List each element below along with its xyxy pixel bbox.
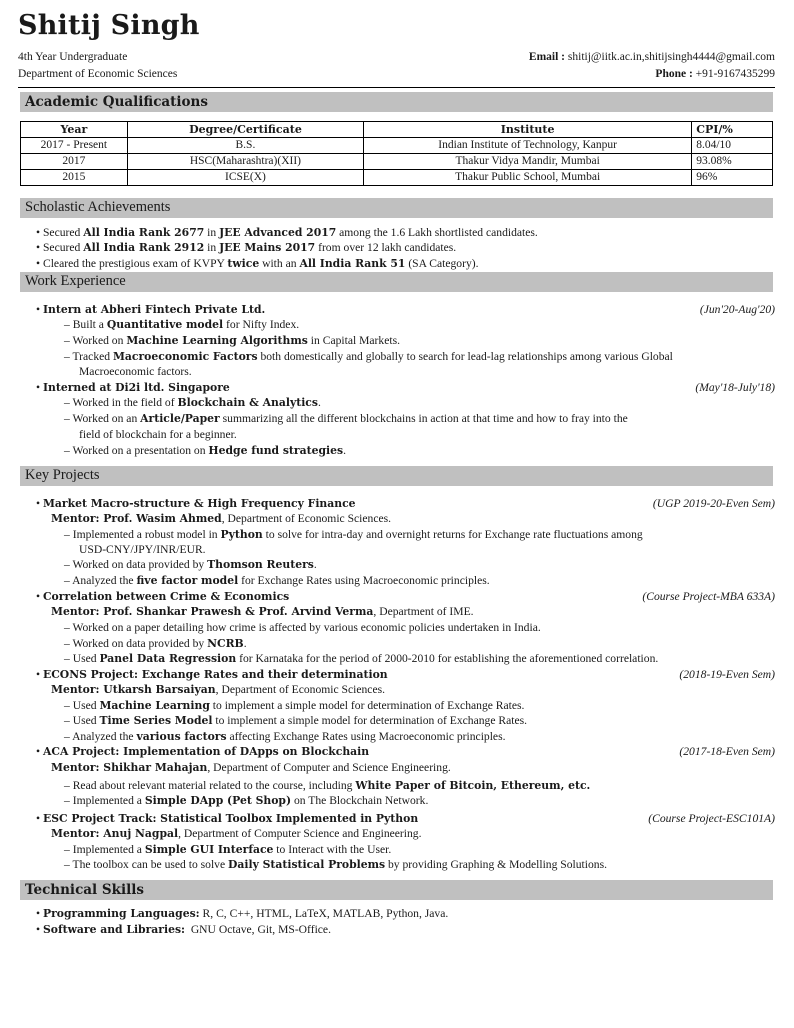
bullet-icon: • [36,497,41,510]
section-title: Scholastic Achievements [25,199,171,215]
project-point: – Used Machine Learning to implement a simple model for determination of Exchange Rates. [64,699,525,712]
cell-institute: Thakur Public School, Mumbai [364,170,692,186]
project-point: – The toolbox can be used to solve Daily Statistical Problems by providing Graphing & Modelling Solutions. [64,858,607,871]
project-mentor: Mentor: Utkarsh Barsaiyan, Department of Economic Sciences. [51,683,386,696]
work-point-continued: Macroeconomic factors. [79,365,192,378]
project-point: – Used Panel Data Regression for Karnataka for the period of 2000-2010 for establishing the aforementioned correlation. [64,652,659,665]
section-academic-qualifications [20,92,773,112]
bullet-icon: • [36,590,41,603]
project-title: • ECONS Project: Exchange Rates and their determination [36,668,388,681]
phone-line [655,68,775,80]
project-date: (UGP 2019-20-Even Sem) [652,497,775,510]
dash-icon: – [64,334,70,347]
cell-institute: Thakur Vidya Mandir, Mumbai [364,154,692,170]
year-of-study: 4th Year Undergraduate [18,51,128,63]
cell-year: 2015 [21,170,128,186]
project-point: – Used Time Series Model to implement a simple model for determination of Exchange Rates. [64,714,528,727]
phone-value: +91-9167435299 [695,68,775,80]
dash-icon: – [64,714,70,727]
candidate-name: Shitij Singh [18,10,200,41]
dash-icon: – [64,699,70,712]
table-row [21,170,773,186]
cell-cpi: 96% [692,170,773,186]
section-technical-skills [20,880,773,900]
bullet-icon: • [36,381,41,394]
email-line [529,51,775,63]
work-point: – Worked on Machine Learning Algorithms in Capital Markets. [64,334,400,347]
project-point-continued: USD-CNY/JPY/INR/EUR. [79,543,206,556]
dash-icon: – [64,528,70,541]
email-label: Email : [528,51,566,63]
dash-icon: – [64,858,70,871]
table-header-row [21,122,773,138]
table-row [21,154,773,170]
bullet-icon: • [36,668,41,681]
dash-icon: – [64,574,70,587]
cell-year: 2017 - Present [21,138,128,154]
cell-cpi: 8.04/10 [692,138,773,154]
achievement-item: • Secured All India Rank 2912 in JEE Mains 2017 from over 12 lakh candidates. [36,241,457,254]
work-point: – Tracked Macroeconomic Factors both domestically and globally to search for lead-lag relationships among various Global [64,350,673,363]
column-header-degree: Degree/Certificate [127,122,363,138]
bullet-icon: • [36,923,41,936]
section-title: Academic Qualifications [25,94,208,110]
dash-icon: – [64,621,70,634]
column-header-institute: Institute [364,122,692,138]
bullet-icon: • [36,241,41,254]
project-point: – Analyzed the five factor model for Exchange Rates using Macroeconomic principles. [64,574,490,587]
achievement-item: • Secured All India Rank 2677 in JEE Advanced 2017 among the 1.6 Lakh shortlisted candidates. [36,226,538,239]
project-point: – Worked on a paper detailing how crime is affected by various economic policies undertaken in India. [64,621,541,634]
dash-icon: – [64,318,70,331]
work-item-date: (Jun'20-Aug'20) [699,303,775,316]
project-mentor: Mentor: Prof. Wasim Ahmed, Department of Economic Sciences. [51,512,392,525]
bullet-icon: • [36,745,41,758]
work-point: – Worked on a presentation on Hedge fund strategies. [64,444,346,457]
work-item-title: • Interned at Di2i ltd. Singapore [36,381,230,394]
dash-icon: – [64,794,70,807]
work-item-date: (May'18-July'18) [695,381,775,394]
project-date: (Course Project-MBA 633A) [642,590,775,603]
section-key-projects [20,466,773,486]
skills-value: GNU Octave, Git, MS-Office. [185,923,331,936]
work-point: – Built a Quantitative model for Nifty Index. [64,318,300,331]
project-mentor: Mentor: Shikhar Mahajan, Department of Computer and Science Engineering. [51,761,451,774]
dash-icon: – [64,779,70,792]
section-work-experience [20,272,773,292]
table-row [21,138,773,154]
education-table [20,121,773,186]
cell-degree: ICSE(X) [127,170,363,186]
work-point: – Worked on an Article/Paper summarizing all the different blockchains in action at that time and how to fray into the [64,412,628,425]
project-point: – Read about relevant material related to the course, including White Paper of Bitcoin, Ethereum, etc. [64,779,591,792]
section-scholastic-achievements [20,198,773,218]
project-mentor: Mentor: Prof. Shankar Prawesh & Prof. Arvind Verma, Department of IME. [51,605,474,618]
work-point: – Worked in the field of Blockchain & Analytics. [64,396,321,409]
dash-icon: – [64,843,70,856]
cell-degree: HSC(Maharashtra)(XII) [127,154,363,170]
section-title: Technical Skills [25,882,144,898]
cell-institute: Indian Institute of Technology, Kanpur [364,138,692,154]
bullet-icon: • [36,226,41,239]
project-mentor: Mentor: Anuj Nagpal, Department of Computer Science and Engineering. [51,827,422,840]
project-title: • ESC Project Track: Statistical Toolbox Implemented in Python [36,812,419,825]
project-date: (2018-19-Even Sem) [679,668,775,681]
bullet-icon: • [36,907,41,920]
cell-cpi: 93.08% [692,154,773,170]
dash-icon: – [64,412,70,425]
project-date: (2017-18-Even Sem) [679,745,775,758]
project-point: – Implemented a robust model in Python to solve for intra-day and overnight returns for Exchange rate fluctuations among [64,528,643,541]
dash-icon: – [64,396,70,409]
header-divider [18,87,775,88]
email-value[interactable]: shitij@iitk.ac.in,shitijsingh4444@gmail.com [567,51,775,63]
project-title: • ACA Project: Implementation of DApps on Blockchain [36,745,370,758]
dash-icon: – [64,350,70,363]
skills-item [36,907,448,921]
cell-year: 2017 [21,154,128,170]
project-point: – Implemented a Simple GUI Interface to Interact with the User. [64,843,392,856]
skills-label: Programming Languages: [42,907,200,920]
project-point: – Worked on data provided by NCRB. [64,637,247,650]
project-point: – Worked on data provided by Thomson Reuters. [64,558,317,571]
column-header-cpi: CPI/% [692,122,773,138]
project-title: • Correlation between Crime & Economics [36,590,290,603]
work-point-continued: field of blockchain for a beginner. [79,428,237,441]
dash-icon: – [64,730,70,743]
skills-label: Software and Libraries: [42,923,186,936]
project-point: – Implemented a Simple DApp (Pet Shop) on The Blockchain Network. [64,794,429,807]
project-date: (Course Project-ESC101A) [648,812,775,825]
skills-item [36,923,331,937]
bullet-icon: • [36,303,41,316]
bullet-icon: • [36,812,41,825]
column-header-year: Year [21,122,128,138]
project-title: • Market Macro-structure & High Frequency Finance [36,497,356,510]
cell-degree: B.S. [127,138,363,154]
skills-value: R, C, C++, HTML, LaTeX, MATLAB, Python, Java. [199,907,449,920]
project-point: – Analyzed the various factors affecting Exchange Rates using Macroeconomic principles. [64,730,506,743]
dash-icon: – [64,637,70,650]
bullet-icon: • [36,257,41,270]
dash-icon: – [64,444,70,457]
dash-icon: – [64,558,70,571]
achievement-item: • Cleared the prestigious exam of KVPY twice with an All India Rank 51 (SA Category). [36,257,479,270]
section-title: Work Experience [25,273,126,289]
phone-label: Phone : [655,68,693,80]
dash-icon: – [64,652,70,665]
work-item-title: • Intern at Abheri Fintech Private Ltd. [36,303,266,316]
section-title: Key Projects [25,467,100,483]
department: Department of Economic Sciences [18,68,178,80]
